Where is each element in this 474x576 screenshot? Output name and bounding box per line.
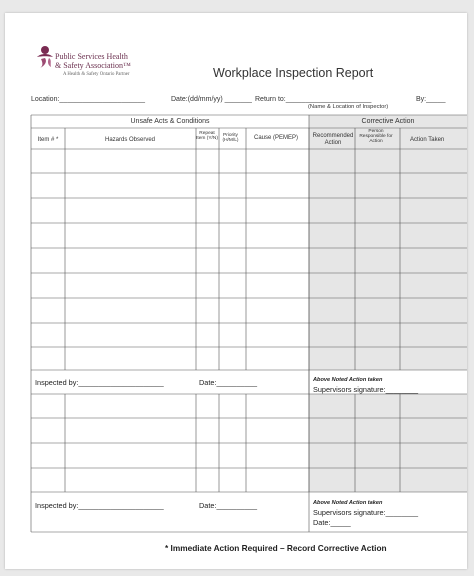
col-hazards: Hazards Observed — [104, 137, 156, 143]
supervisor-date-field-2[interactable]: Date:_____ — [313, 518, 351, 527]
above-noted-label-2: Above Noted Action taken — [313, 500, 383, 506]
org-name-line2: & Safety Association™ — [55, 60, 131, 70]
col-action-taken: Action Taken — [410, 137, 445, 143]
return-to-hint: (Name & Location of Inspector) — [308, 104, 389, 110]
supervisor-signature-field-2[interactable]: Supervisors signature:________ — [313, 508, 419, 517]
location-field[interactable]: Location:______________________ — [31, 96, 146, 103]
report-page — [5, 13, 467, 569]
inspected-by-field[interactable]: Inspected by:_____________________ — [35, 378, 164, 387]
col-item: Item # * — [37, 137, 59, 143]
corrective-shade-top — [309, 115, 467, 370]
col-recommended: Recommended Action — [312, 133, 354, 146]
inspected-date-field[interactable]: Date:__________ — [199, 378, 258, 387]
org-tagline: A Health & Safety Ontario Partner — [63, 72, 130, 77]
supervisor-signature-field[interactable]: Supervisors signature:________ — [313, 385, 419, 394]
inspected-date-field-2[interactable]: Date:__________ — [199, 501, 258, 510]
col-repeat: Repeat Item (Y/N) — [196, 131, 218, 142]
inspected-by-field-2[interactable]: Inspected by:_____________________ — [35, 501, 164, 510]
section-unsafe-acts: Unsafe Acts & Conditions — [130, 118, 210, 125]
report-title: Workplace Inspection Report — [213, 66, 374, 80]
org-name-line1: Public Services Health — [55, 52, 128, 61]
section-corrective-action: Corrective Action — [361, 118, 415, 125]
col-responsible: Person Responsible for Action — [359, 129, 393, 145]
footer-note: * Immediate Action Required – Record Corrective Action — [165, 543, 387, 553]
above-noted-label: Above Noted Action taken — [313, 377, 383, 383]
by-field[interactable]: By:_____ — [416, 96, 446, 103]
date-field[interactable]: Date:(dd/mm/yy) _______ — [171, 96, 252, 103]
col-priority: Priority (H/M/L) — [222, 133, 239, 144]
return-to-field[interactable]: Return to:______________________ — [255, 96, 372, 103]
col-cause: Cause (PEMEP) — [253, 135, 298, 141]
inspection-table-grid — [5, 13, 467, 569]
